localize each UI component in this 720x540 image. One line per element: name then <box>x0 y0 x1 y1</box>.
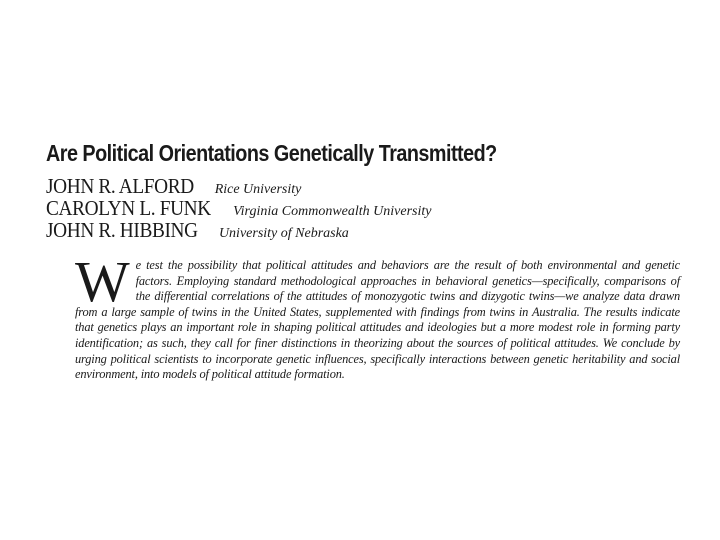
author-entry <box>46 175 431 197</box>
paper-title: Are Political Orientations Genetically Transmitted? <box>46 140 497 166</box>
abstract <box>75 249 680 383</box>
author-name: JOHN R. HIBBING <box>46 218 198 242</box>
author-affiliation: Virginia Commonwealth University <box>233 204 432 219</box>
author-affiliation: University of Nebraska <box>218 226 349 241</box>
author-entry <box>46 197 431 219</box>
author-list <box>46 175 431 241</box>
author-affiliation: Rice University <box>214 182 302 197</box>
abstract-text: e test the possibility that political attitudes and behaviors are the result of both environmental and genetic factors. Employing standard methodological approaches in behavioral genetics—specifically, comparisons of the differential correlations of the attitudes of monozygotic twins and dizygotic twins—we analyze data drawn from a large sample of twins in the United States, supplemented with findings from twins in Australia. The results indicate that genetics plays an important role in shaping political attitudes and ideologies but a more modest role in forming party identification; as such, they call for finer distinctions in theorizing about the sources of political attitudes. We conclude by urging political scientists to incorporate genetic influences, specifically interactions between genetic heritability and social environment, into models of political attitude formation. <box>75 258 680 382</box>
abstract-drop-cap: W <box>75 249 130 314</box>
author-name: JOHN R. ALFORD <box>46 174 194 198</box>
author-name: CAROLYN L. FUNK <box>46 196 211 220</box>
author-entry <box>46 219 431 241</box>
